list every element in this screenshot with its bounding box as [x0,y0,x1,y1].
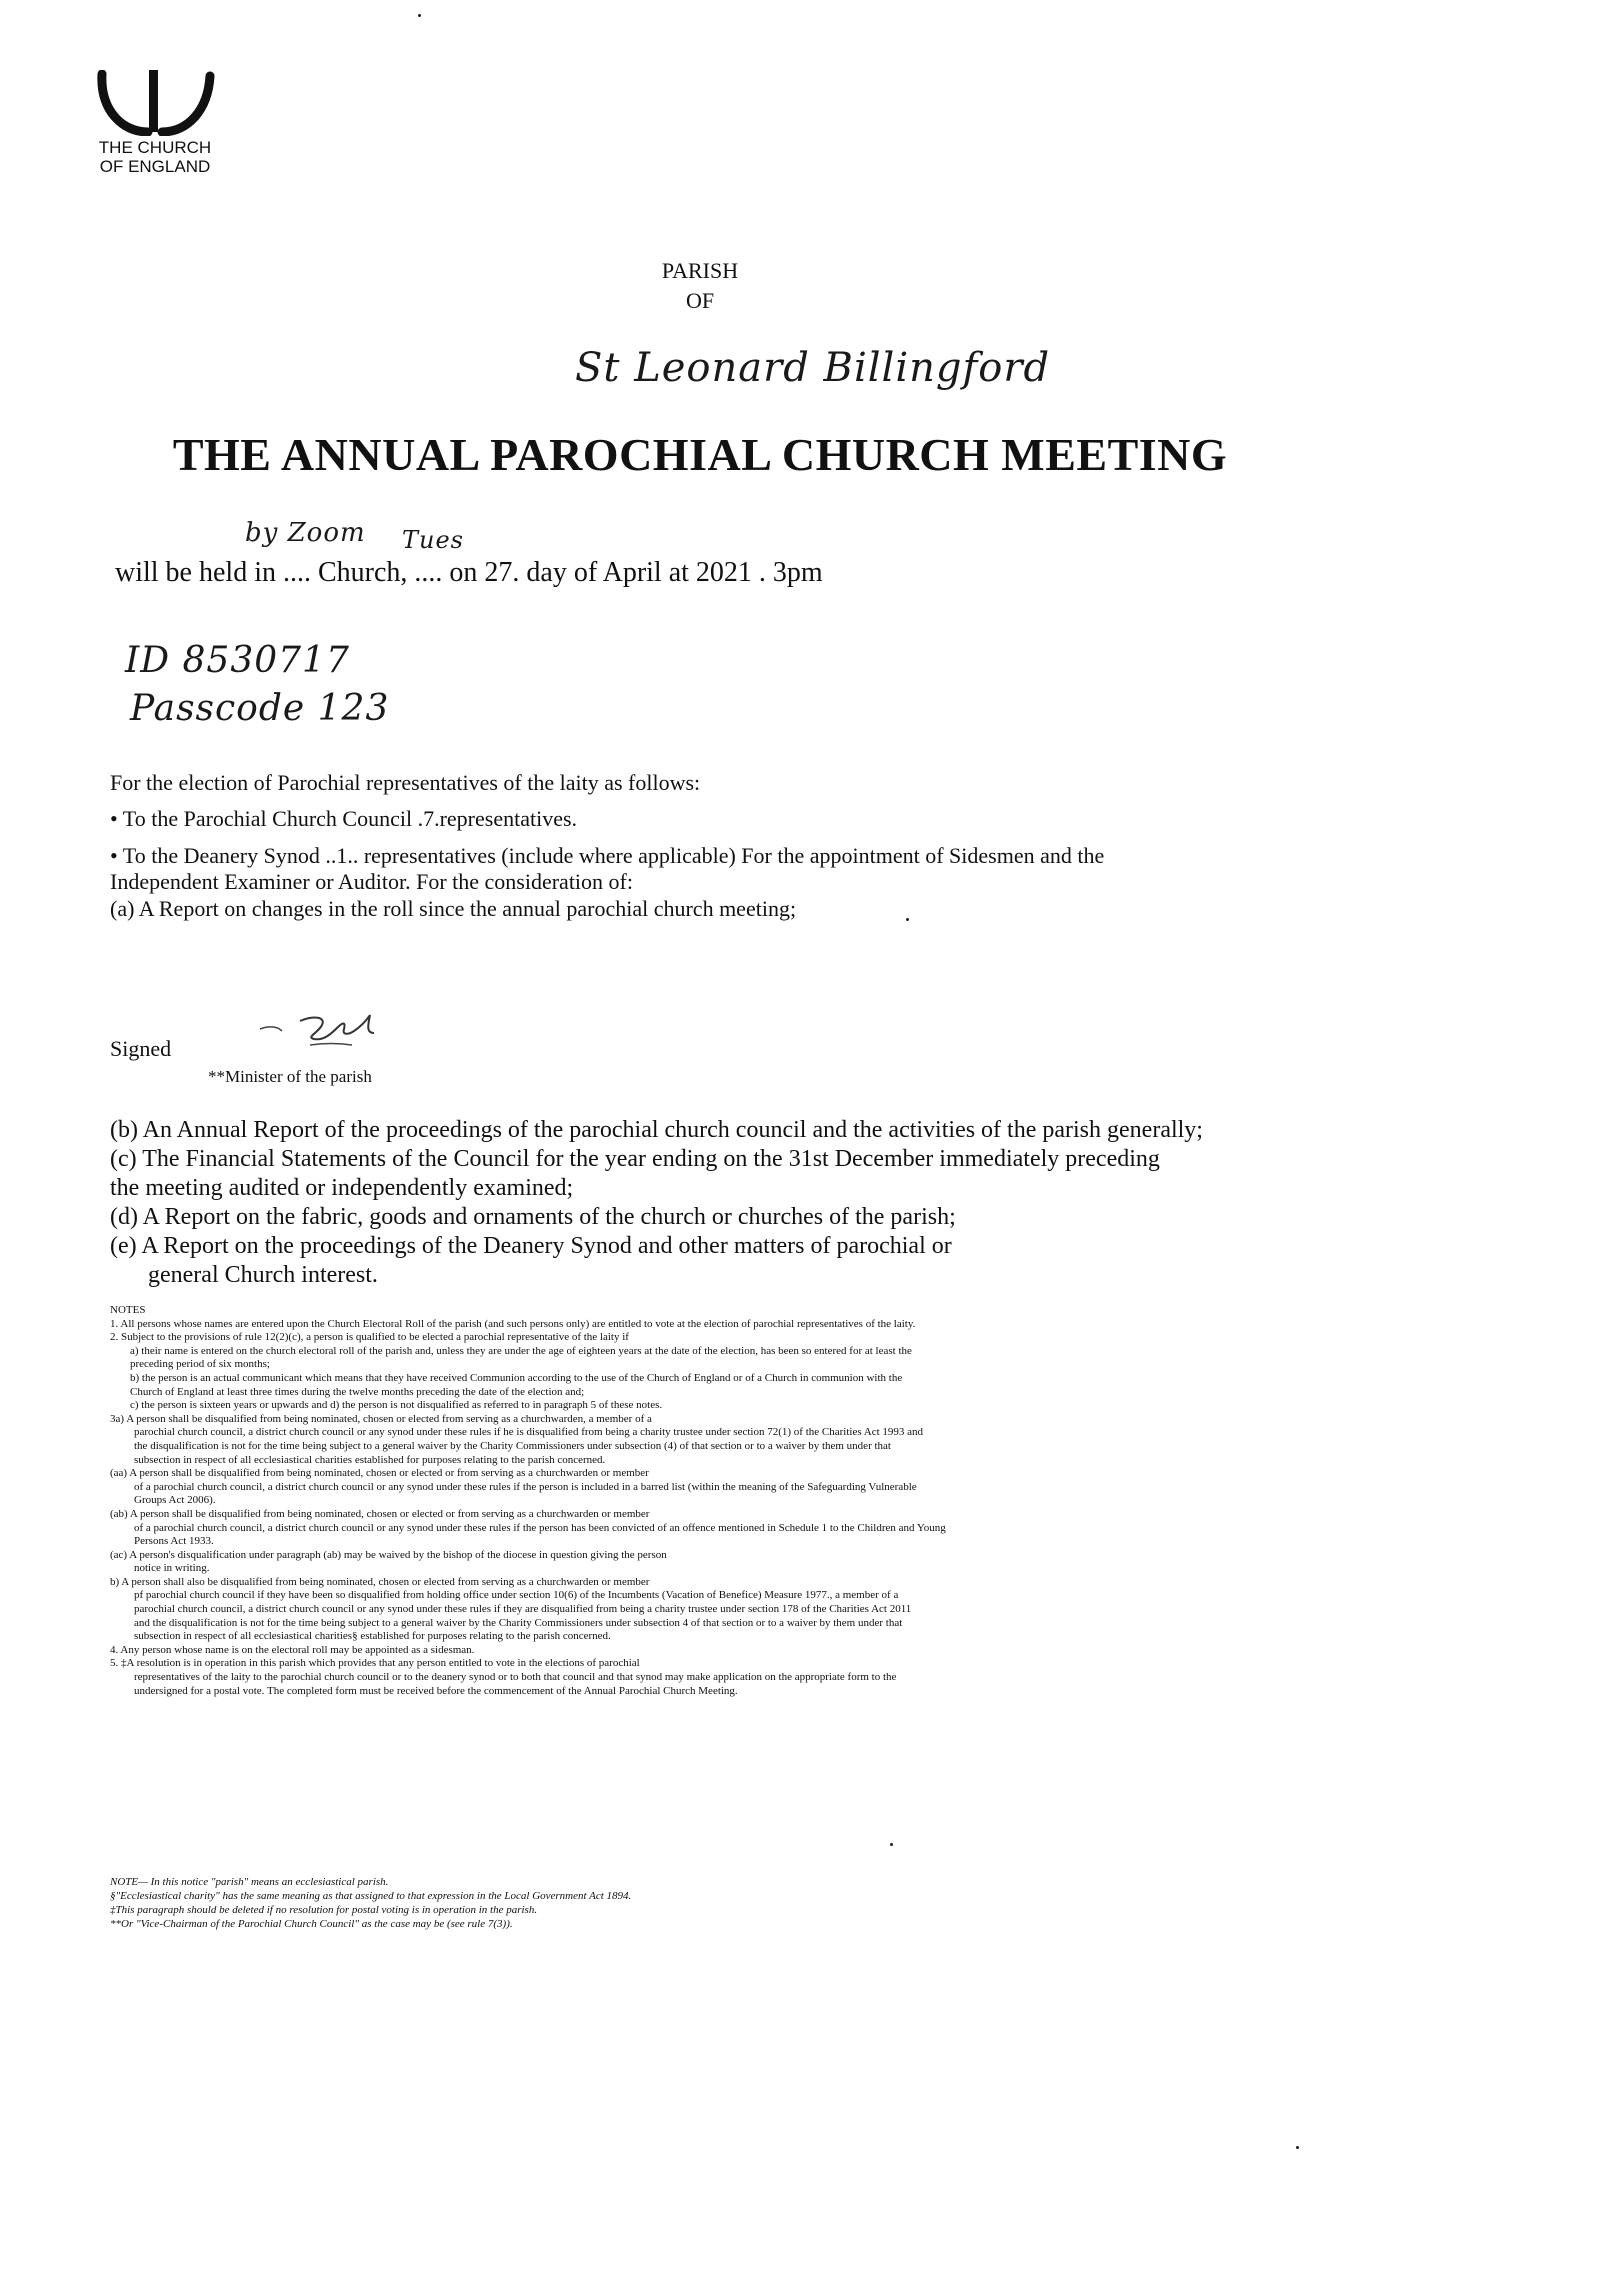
footnote-line: NOTE— In this notice "parish" means an ecclesiastical parish. [110,1876,389,1888]
handwritten-tues: Tues [402,526,464,554]
note-line: representatives of the laity to the parochial church council or to the deanery synod or to both that council and that synod may make application on the appropriate form to the [134,1671,897,1684]
note-line: 2. Subject to the provisions of rule 12(2)(c), a person is qualified to be elected a parochial representative of the laity if [110,1331,629,1344]
scan-speck [1296,2146,1299,2149]
agenda-item-d: (d) A Report on the fabric, goods and ornaments of the church or churches of the parish; [110,1204,956,1230]
handwritten-passcode: Passcode 123 [130,688,390,729]
signed-label: Signed [110,1036,172,1061]
signature-role: **Minister of the parish [208,1067,372,1086]
note-line: c) the person is sixteen years or upwards and d) the person is not disqualified as referred to in paragraph 5 of these notes. [130,1399,663,1412]
note-line: notice in writing. [134,1562,210,1575]
note-line: and the disqualification is not for the time being subject to a general waiver by the Charity Commissioners under subsection 4 of that section or to a waiver by them under that [134,1616,903,1629]
note-line: the disqualification is not for the time being subject to a general waiver by the Charity Commissioners under subsection (4) of that section or to a waiver by them under that [134,1439,891,1452]
note-line: parochial church council, a district church council or any synod under these rules if they are disqualified from being a charity trustee under section 178 of the Charities Act 2011 [134,1603,912,1616]
note-line: b) the person is an actual communicant which means that they have received Communion according to the use of the Church of England or of a Church in communion with the [130,1371,903,1384]
logo-line-1: THE CHURCH [98,138,212,157]
note-line: 3a) A person shall be disqualified from being nominated, chosen or elected from serving as a churchwarden, a member of a [110,1412,652,1425]
election-pcc: • To the Parochial Church Council .7.representatives. [110,806,578,831]
notes-heading: NOTES [110,1304,146,1316]
scan-speck [418,14,421,17]
note-line: Persons Act 1933. [134,1535,214,1548]
election-deanery: • To the Deanery Synod ..1.. representatives (include where applicable) For the appointment of Sidesmen and the [110,843,1105,868]
note-line: subsection in respect of all ecclesiastical charities established for purposes relating to the parish concerned. [134,1453,606,1466]
agenda-item-b: (b) An Annual Report of the proceedings of the parochial church council and the activities of the parish generally; [110,1117,1203,1143]
note-line: subsection in respect of all ecclesiastical charities§ established for purposes relating to the parish concerned. [134,1630,611,1643]
handwritten-meeting-id: ID 8530717 [125,640,350,681]
notes-section [110,1304,1290,1698]
note-line: parochial church council, a district church council or any synod under these rules if he is disqualified from being a charity trustee under section 72(1) of the Charities Act 1993 and [134,1426,924,1439]
note-line: (ac) A person's disqualification under paragraph (ab) may be waived by the bishop of the diocese in question giving the person [110,1548,667,1561]
parish-heading: PARISH [661,258,739,283]
meeting-title: THE ANNUAL PAROCHIAL CHURCH MEETING [172,429,1228,480]
note-line: 1. All persons whose names are entered upon the Church Electoral Roll of the parish (and such persons only) are entitled to vote at the election of parochial representatives of the laity. [110,1317,916,1330]
handwritten-by-zoom: by Zoom [245,518,366,548]
footnote-line: ‡This paragraph should be deleted if no resolution for postal voting is in operation in the parish. [110,1904,538,1916]
parish-of: OF [685,288,715,313]
note-line: 5. ‡A resolution is in operation in this parish which provides that any person entitled to vote in the elections of parochial [110,1657,640,1670]
footnotes-section [110,1875,1210,1931]
agenda-item-e-cont: general Church interest. [148,1262,378,1288]
footnote-line: §"Ecclesiastical charity" has the same meaning as that assigned to that expression in the Local Government Act 1894. [110,1890,632,1902]
agenda-item-e: (e) A Report on the proceedings of the Deanery Synod and other matters of parochial or [110,1233,952,1259]
scan-speck [890,1843,893,1846]
scan-speck [906,918,909,921]
church-of-england-logo [84,70,234,176]
parish-name-handwritten: St Leonard Billingford [575,345,1051,391]
note-line: 4. Any person whose name is on the electoral roll may be appointed as a sidesman. [110,1643,475,1656]
note-line: undersigned for a postal vote. The completed form must be received before the commencement of the Annual Parochial Church Meeting. [134,1684,738,1697]
note-line: pf parochial church council if they have been so disqualified from holding office under section 10(6) of the Incumbents (Vacation of Benefice) Measure 1977., a member of a [134,1589,899,1602]
note-line: of a parochial church council, a district church council or any synod under these rules if the person is included in a barred list (within the meaning of the Safeguarding Vulnerable [134,1480,917,1493]
note-line: (ab) A person shall be disqualified from being nominated, chosen or elected or from serving as a churchwarden or member [110,1507,650,1520]
election-intro: For the election of Parochial representatives of the laity as follows: [110,770,701,795]
note-line: (aa) A person shall be disqualified from being nominated, chosen or elected or from serving as a churchwarden or member [110,1467,649,1480]
election-item-a: (a) A Report on changes in the roll since the annual parochial church meeting; [110,896,797,921]
signature-mark [252,1005,412,1057]
agenda-item-c: (c) The Financial Statements of the Council for the year ending on the 31st December immediately preceding [110,1146,1160,1172]
note-line: a) their name is entered on the church electoral roll of the parish and, unless they are under the age of eighteen years at the date of the election, has been so entered for at least the [130,1344,912,1357]
note-line: of a parochial church council, a district church council or any synod under these rules if the person has been convicted of an offence mentioned in Schedule 1 to the Children and Young [134,1521,946,1534]
church-logo-icon [92,70,220,136]
logo-line-2: OF ENGLAND [99,157,211,176]
note-line: Groups Act 2006). [134,1494,216,1507]
note-line: b) A person shall also be disqualified from being nominated, chosen or elected from serving as a churchwarden or member [110,1575,650,1588]
agenda-item-c-cont: the meeting audited or independently examined; [110,1175,574,1201]
note-line: Church of England at least three times during the twelve months preceding the date of the election and; [130,1385,585,1398]
meeting-details-line: will be held in .... Church, .... on 27. day of April at 2021 . 3pm [115,557,823,588]
election-deanery-cont: Independent Examiner or Auditor. For the consideration of: [110,869,633,894]
footnote-line: **Or "Vice-Chairman of the Parochial Church Council" as the case may be (see rule 7(3)). [110,1918,513,1930]
note-line: preceding period of six months; [130,1358,270,1371]
